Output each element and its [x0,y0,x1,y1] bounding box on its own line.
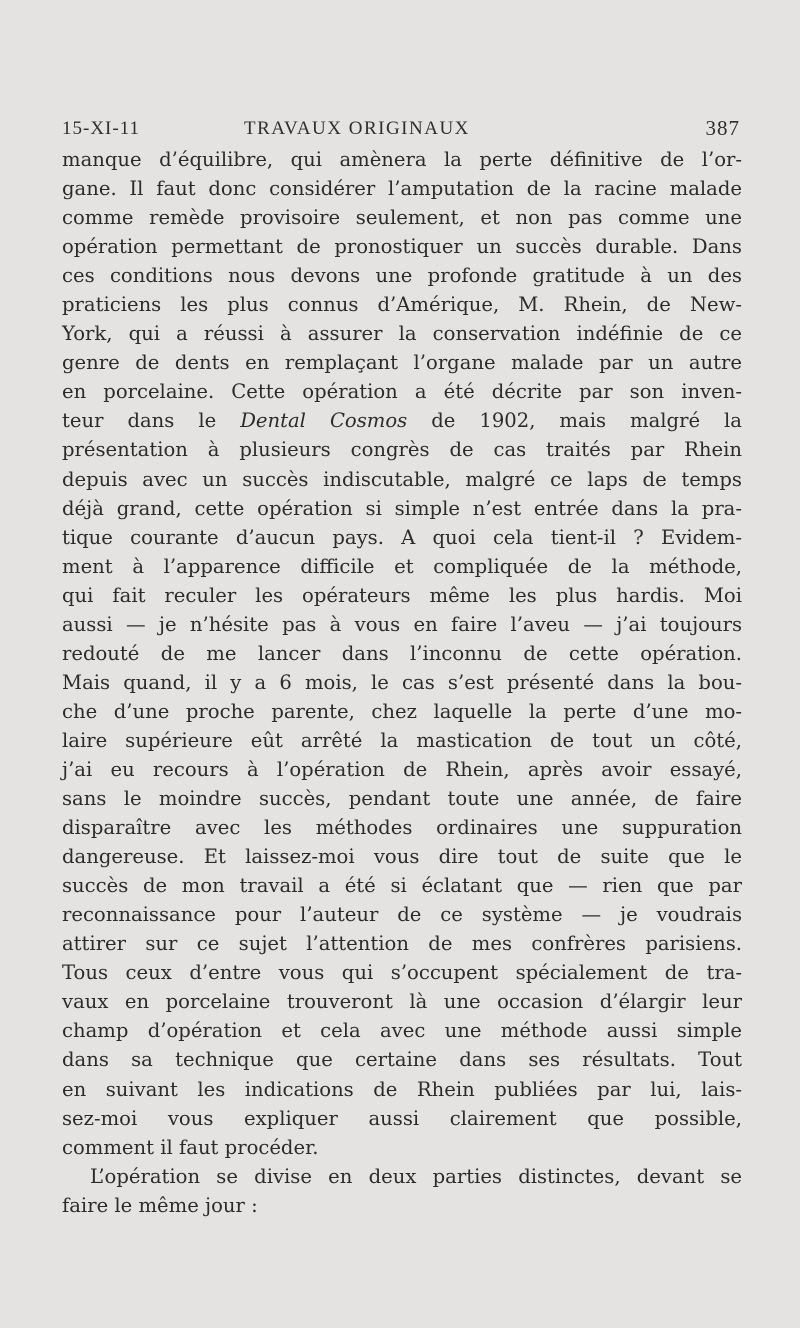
text-line: manque d’équilibre, qui amènera la perte définitive de l’or- [62,148,742,171]
text-fragment: teur dans le [62,409,217,433]
text-line [62,406,742,435]
text-line: ces conditions nous devons une profonde gratitude à un des [62,264,742,288]
text-line: praticiens les plus connus d’Amérique, M. Rhein, de New- [62,293,742,317]
paragraph-2 [62,1162,742,1220]
text-fragment: de 1902, mais malgré la [431,409,742,433]
text-line: déjà grand, cette opération si simple n’est entrée dans la pra- [62,496,742,520]
text-line: succès de mon travail a été si éclatant que — rien que par [62,874,742,898]
text-line: champ d’opération et cela avec une méthode aussi simple [62,1019,742,1043]
text-line: genre de dents en remplaçant l’organe malade par un autre [62,351,742,375]
text-line: dangereuse. Et laissez-moi vous dire tout de suite que le [62,845,742,869]
text-line: reconnaissance pour l’auteur de ce système — je voudrais [62,903,742,927]
text-line: comment il faut procéder. [62,1135,319,1159]
paragraph-1 [62,145,742,1162]
text-line: Mais quand, il y a 6 mois, le cas s’est présenté dans la bou- [62,670,742,694]
text-line: York, qui a réussi à assurer la conservation indéfinie de ce [62,322,742,346]
page-number: 387 [705,116,740,140]
text-line: j’ai eu recours à l’opération de Rhein, après avoir essayé, [62,757,742,781]
text-line: vaux en porcelaine trouveront là une occasion d’élargir leur [62,990,742,1014]
text-line: en porcelaine. Cette opération a été décrite par son inven- [62,380,742,404]
text-line: sez-moi vous expliquer aussi clairement que possible, [62,1106,742,1130]
text-line: comme remède provisoire seulement, et non pas comme une [62,206,742,230]
text-line: sans le moindre succès, pendant toute une année, de faire [62,787,742,811]
text-line: che d’une proche parente, chez laquelle la perte d’une mo- [62,699,742,723]
text-line: redouté de me lancer dans l’inconnu de cette opération. [62,641,742,665]
text-line: attirer sur ce sujet l’attention de mes confrères parisiens. [62,932,742,956]
text-line: dans sa technique que certaine dans ses résultats. Tout [62,1048,742,1072]
text-line: qui fait reculer les opérateurs même les plus hardis. Moi [62,583,742,607]
text-line: laire supérieure eût arrêté la mastication de tout un côté, [62,728,742,752]
header-section-title: TRAVAUX ORIGINAUX [244,118,470,139]
text-line: L’opération se divise en deux parties distinctes, devant se [90,1164,742,1188]
text-line: gane. Il faut donc considérer l’amputation de la racine malade [62,177,742,201]
body-text [62,145,742,1220]
header-date: 15-XI-11 [62,118,140,139]
text-line: en suivant les indications de Rhein publiées par lui, lais- [62,1077,742,1101]
text-line: faire le même jour : [62,1193,258,1217]
text-line: ment à l’apparence difficile et compliquée de la méthode, [62,554,742,578]
text-line: disparaître avec les méthodes ordinaires une suppuration [62,816,742,840]
text-line: Tous ceux d’entre vous qui s’occupent spécialement de tra- [62,961,742,985]
text-line: opération permettant de pronostiquer un succès durable. Dans [62,235,742,259]
text-line: tique courante d’aucun pays. A quoi cela tient-il ? Evidem- [62,525,742,549]
running-header [62,116,740,146]
text-line: depuis avec un succès indiscutable, malgré ce laps de temps [62,467,742,491]
text-line: présentation à plusieurs congrès de cas traités par Rhein [62,438,742,462]
text-line: aussi — je n’hésite pas à vous en faire l’aveu — j’ai toujours [62,612,742,636]
italic-journal-title: Dental Cosmos [240,409,408,433]
